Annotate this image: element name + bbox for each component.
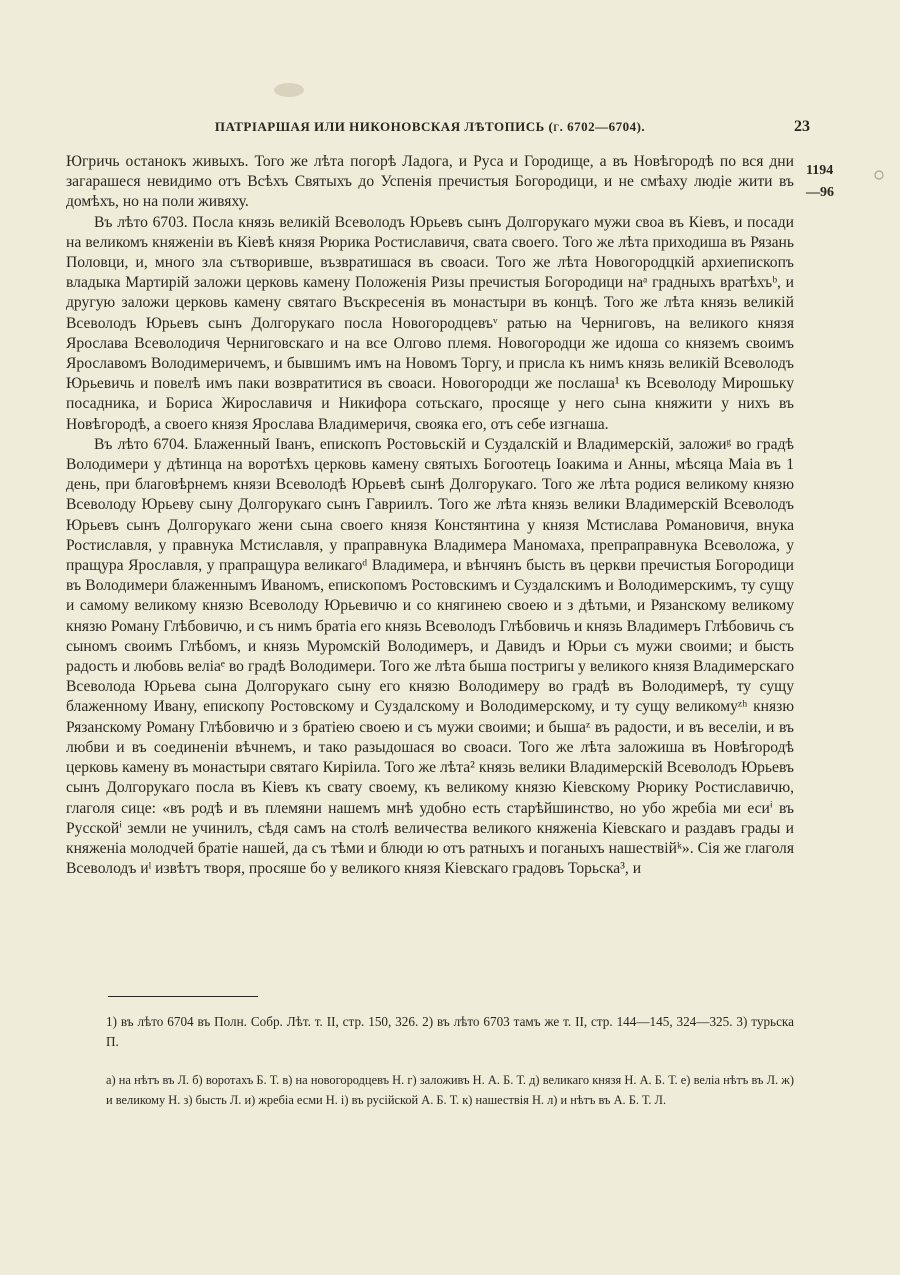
main-text — [66, 152, 794, 879]
running-head: ПАТРІАРШАЯ ИЛИ НИКОНОВСКАЯ ЛѢТОПИСЬ (г. 6702—6704). — [214, 119, 646, 134]
paragraph-year-6704: Въ лѣто 6704. Блаженный Іванъ, епископъ Ростовьскій и Суздалскій и Владимерскій, заложиᵍ во градѣ Володимери у дѣтинца на воротѣхъ церковь камену святыхъ Богоотець Іоакима и Анны, мѣсяца Маіа въ 1 день, при благовѣрнемъ князи Всеволодѣ Юрьевѣ сынѣ Долгорукаго. Того же лѣта родися великому князю Всеволоду Юрьеву сыну Долгорукаго сынъ Гавриилъ. Того же лѣта князь велики Владимерскій Всеволодъ Юрьевъ сынъ Долгорукаго жени сына своего князя Констянтина у князя Мстислава Романовичя, внука Ростиславля, у правнука Мстиславля, у праправнука Владимера Маномаха, препраправнука Всеволожа, у пращура Ярославля, у прапращура великагоᵈ Владимера, и вѣнчянъ бысть въ церкви пречистыя Богородици въ Володимери блаженнымъ Иваномъ, епископомъ Ростовскимъ и Суздалскимъ и Володимерскимъ, ту сущу и самому великому князю Всеволоду Юрьевичю и со княгинею своею и з дѣтьми, и Рязанскому великому князю Роману Глѣбовичю, и съ нимъ братіа его князь Всеволодъ Глѣбовичь и князь Владимеръ Глѣбовичь съ сыномъ своимъ Глѣбомъ, и князь Муромскій Володимеръ, и Давидъ и Юрьи съ мужи своими; и бысть радость и любовь веліаᵉ во градѣ Володимери. Того же лѣта быша постригы у великого князя Владимерскаго Всеволода Юрьева сына Долгорукаго сыну его князю Володимеру во градѣ въ Володимерѣ, ту сущу блаженному Ивану, епископу Ростовскому и Суздалскому и Володимерскому, и ту сущу великомуᶻʰ князю Рязанскому Роману Глѣбовичю и з братіею своею и съ мужи своими; и бышаᶻ въ радости, и въ веселіи, и въ любви и въ соединеніи вѣчнемъ, и тако разыдошася во своаси. Того же лѣта заложиша въ Новѣгородѣ церковь камену въ монастыри святаго Киріила. Того же лѣта² князь велики Владимерскій Всеволодъ Юрьевъ сынъ Долгорукаго посла въ Кіевъ къ свату своему, къ великому князю Кіевскому Рюрику Ростиславичю, глаголя сице: «въ родѣ и въ племяни нашемъ мнѣ удобно есть старѣйшинство, но убо жребіа ми есиⁱ въ Русскойⁱ земли не учинилъ, сѣдя самъ на столѣ величества великого княженіа Кіевскаго и раздавъ грады и княженіа молодчей братіе нашей, да съ тѣми и блюди ю отъ ратныхъ и поганыхъ нашествійᵏ». Сія же глаголя Всеволодъ иˡ извѣтъ творя, просяше бо у великого князя Кіевскаго градовъ Торьска³, и — [66, 435, 794, 878]
margin-year-bottom: —96 — [806, 185, 834, 200]
margin-year-top: 1194 — [806, 163, 834, 178]
margin-year-note — [806, 160, 846, 204]
textual-variants: а) на нѣтъ въ Л. б) воротахъ Б. Т. в) на новогородцевъ Н. г) заложивъ Н. А. Б. Т. д) великаго князя Н. А. Б. Т. е) веліа нѣтъ въ Л. ж) и великому Н. з) бысть Л. и) жребіа есми Н. і) въ русійской А. Б. Т. к) нашествія Н. л) и нѣтъ въ А. Б. Т. Л. — [106, 1073, 794, 1107]
page-header — [66, 118, 810, 140]
paragraph-year-6703: Въ лѣто 6703. Посла князь великій Всеволодъ Юрьевъ сынъ Долгорукаго мужи своа въ Кіевъ, и посади на великомъ княженіи въ Кіевѣ князя Рюрика Ростиславичя, свата своего. Того же лѣта приходиша въ Рязань Половци, и, много зла сътворивше, възвратишася въ своаси. Того же лѣта Новогородцкій архиепископъ владыка Мартирій заложи церковь камену Положенія Ризы пречистыя Богородици наᵃ градныхъ вратѣхъᵇ, и другую заложи церковь камену святаго Въскресенія въ монастыри въ концѣ. Того же лѣта князь великій Всеволодъ Юрьевъ сынъ Долгорукаго посла Новогородцевъᵛ ратью на Черниговъ, на великого князя Ярослава Всеволодичя Черниговскаго и на все Олгово племя. Новогородци же идоша со княземъ своимъ Ярославомъ Володимеричемъ, и бывшимъ имъ на Новомъ Торгу, и присла къ нимъ князь великій Всеволодъ Юрьевичь и повелѣ имъ паки возвратитися въ своаси. Новогородци же послаша¹ къ Всеволоду Мирошьку посадника, и Бориса Жирославичя и Никифора сотьскаго, просяще у него сына княжити у нихъ въ Новѣгородѣ, а своего князя Ярослава Владимеричя, свояка его, отъ себе изгнаша. — [66, 213, 794, 433]
footnote-divider — [108, 996, 258, 997]
page-number: 23 — [794, 118, 810, 135]
footnotes: 1) въ лѣто 6704 въ Полн. Собр. Лѣт. т. II, стр. 150, 326. 2) въ лѣто 6703 тамъ же т. II, стр. 144—145, 324—325. 3) турьска П. — [106, 1014, 794, 1049]
paragraph-continuation: Югричь останокъ живыхъ. Того же лѣта погорѣ Ладога, и Руса и Городище, а въ Новѣгородѣ по вся дни загарашеся невидимо отъ Всѣхъ Святыхъ до Успенія пречистыя Богородици, и не смѣаху людіе жити въ домѣхъ, но на поли живяху. — [66, 153, 794, 211]
ink-blot-mark — [272, 80, 306, 100]
binding-hole-mark — [872, 168, 886, 182]
